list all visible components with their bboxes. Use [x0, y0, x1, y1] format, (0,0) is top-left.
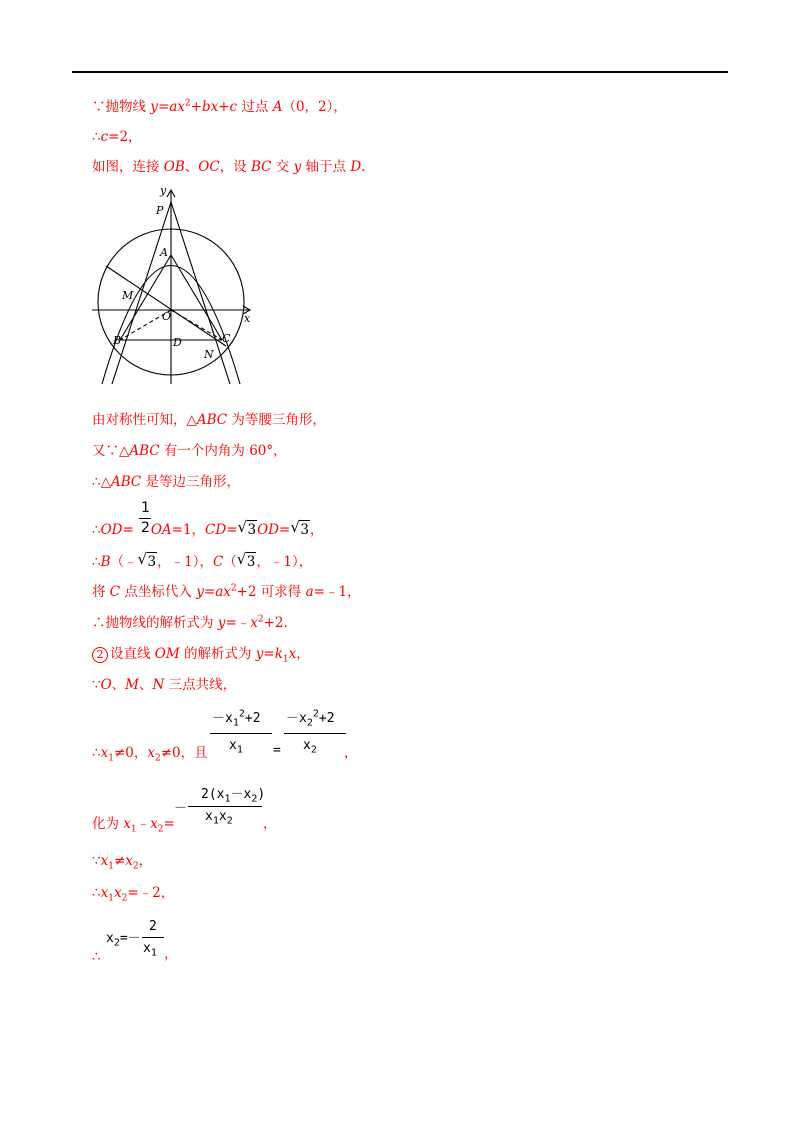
t: 3 — [300, 522, 309, 538]
t: +2 — [244, 711, 261, 726]
t: = — [226, 522, 238, 538]
t: x — [229, 738, 237, 753]
text-line-13 — [92, 744, 208, 762]
t: ， — [309, 522, 324, 538]
eq3-comma: ， — [164, 946, 178, 962]
t: ∴△ — [92, 474, 111, 490]
t: 、 — [111, 677, 126, 693]
t: C — [212, 554, 224, 570]
t: 、 — [139, 677, 153, 693]
t: CD — [205, 522, 227, 538]
t: ∵ — [92, 853, 101, 869]
t: c — [229, 99, 238, 115]
t: x — [150, 816, 158, 832]
t: +2. — [263, 615, 288, 631]
text-line-5 — [92, 442, 287, 460]
t: C — [109, 584, 121, 600]
t: 2 — [306, 717, 313, 729]
t: M — [125, 677, 139, 693]
t: 过点 — [237, 99, 273, 115]
eq1-right-numerator — [286, 708, 335, 729]
t: －x — [230, 787, 252, 802]
text-line-15 — [92, 852, 152, 870]
t: N — [152, 677, 165, 693]
line-pc — [171, 202, 230, 384]
t: x — [303, 738, 311, 753]
t: O — [100, 677, 112, 693]
t: 1 — [212, 815, 219, 827]
t: 又∵△ — [92, 443, 130, 459]
t: ax — [169, 99, 185, 115]
t: 1 — [282, 654, 289, 665]
t: 、 — [184, 159, 199, 175]
fraction-half-numerator: 1 — [141, 500, 150, 516]
t: ∴ — [92, 885, 101, 901]
t: B — [100, 554, 111, 570]
label-a: A — [160, 246, 168, 259]
eq3-lhs — [106, 931, 141, 949]
t: x — [113, 885, 122, 901]
t: y — [255, 646, 264, 662]
t: ∴抛物线的解析式为 — [92, 615, 218, 631]
label-x: x — [244, 312, 251, 325]
text-line-11 — [92, 645, 310, 663]
text-line-3 — [92, 158, 365, 176]
eq1-right-bar — [284, 733, 346, 734]
circled-number: 2 — [92, 647, 108, 663]
t: = — [122, 522, 134, 538]
t: 3 — [246, 554, 256, 570]
t: 2 — [257, 614, 264, 625]
t: （﹣ — [110, 554, 138, 570]
t: ， — [138, 853, 153, 869]
t: 交 — [271, 159, 294, 175]
t: ABC — [129, 443, 160, 459]
t: 2 — [157, 824, 164, 835]
text-line-2 — [92, 128, 142, 146]
t: OA — [150, 522, 172, 538]
text-line-7 — [92, 520, 323, 539]
t: 2 — [184, 98, 191, 109]
text-line-17: ∴ — [92, 949, 101, 965]
t: OC — [198, 159, 220, 175]
t: =－ — [119, 931, 141, 946]
t: ax — [215, 584, 231, 600]
t: =2， — [108, 129, 142, 145]
fraction-half-denominator: 2 — [141, 520, 150, 536]
t: = — [279, 522, 291, 538]
label-n: N — [204, 348, 214, 361]
t: x — [100, 853, 109, 869]
t: a — [305, 584, 314, 600]
eq3-numerator: 2 — [149, 919, 157, 934]
t: 2 — [312, 708, 319, 720]
sqrt — [238, 520, 258, 539]
t: x — [100, 745, 109, 761]
side-ac — [171, 255, 222, 340]
t: 1 — [236, 744, 243, 756]
label-m: M — [122, 289, 134, 302]
t: ，设 — [219, 159, 251, 175]
t: 3 — [147, 554, 157, 570]
t: =1， — [171, 522, 206, 538]
t: （ — [223, 554, 237, 570]
t: 三点共线， — [164, 677, 237, 693]
eq2-numerator — [201, 787, 266, 805]
t: +2 可求得 — [236, 584, 306, 600]
t: y — [196, 584, 204, 600]
text-line-12 — [92, 676, 236, 694]
t: = — [163, 816, 175, 832]
t: 1 — [108, 753, 114, 764]
t: x — [218, 809, 227, 824]
t: x — [100, 885, 109, 901]
label-d: D — [173, 336, 182, 349]
eq3-denominator — [143, 941, 157, 959]
t: 2 — [226, 815, 233, 827]
t: 2 — [113, 937, 120, 949]
t: ，﹣1）， — [256, 554, 313, 570]
t: 2(x — [201, 787, 225, 802]
eq1-left-denominator — [229, 738, 243, 756]
t: ∴ — [92, 129, 101, 145]
t: 1 — [150, 947, 157, 959]
eq1-comma: ， — [344, 745, 358, 761]
fraction-half-bar — [139, 518, 151, 519]
eq1-left-bar — [210, 733, 272, 734]
t: 设直线 — [110, 646, 155, 662]
t: 2 — [121, 893, 128, 904]
t: c — [100, 129, 109, 145]
t: 1 — [130, 824, 137, 835]
t: 2 — [238, 708, 245, 720]
label-p: P — [156, 204, 164, 217]
t: y — [150, 99, 158, 115]
t: +2 — [318, 711, 335, 726]
t: =﹣2， — [127, 885, 175, 901]
t: = — [203, 584, 216, 600]
eq2-denominator — [205, 809, 233, 827]
eq2-minus: － — [174, 801, 188, 816]
t: x — [125, 853, 133, 869]
label-c: C — [222, 332, 231, 345]
t: 1 — [232, 717, 239, 729]
t: 轴于点 — [301, 159, 351, 175]
t: ，﹣1）， — [157, 554, 213, 570]
t: 的解析式为 — [179, 646, 256, 662]
t: 化为 — [92, 816, 124, 832]
text-line-16 — [92, 884, 174, 902]
t: ≠0，且 — [160, 745, 208, 761]
t: 2 — [310, 744, 317, 756]
text-line-1 — [92, 98, 347, 116]
t: = — [263, 646, 275, 662]
t: －x — [212, 711, 233, 726]
sqrt — [237, 552, 257, 571]
t: OD — [100, 522, 123, 538]
t: x — [143, 941, 151, 956]
t: 2 — [132, 861, 139, 872]
t: 如图，连接 — [92, 159, 164, 175]
t: + — [218, 99, 230, 115]
t: OD — [257, 522, 280, 538]
t: x — [288, 646, 297, 662]
header-rule — [72, 71, 728, 73]
line-pb — [112, 202, 171, 384]
sqrt — [290, 520, 310, 539]
t: 3 — [247, 522, 257, 538]
t: ， — [296, 646, 310, 662]
eq3-bar — [142, 937, 164, 938]
t: ABC — [110, 474, 142, 490]
t: + — [190, 99, 202, 115]
t: x — [147, 745, 155, 761]
t: k — [274, 646, 283, 662]
t: 1 — [108, 861, 114, 872]
t: = — [157, 99, 170, 115]
t: OB — [163, 159, 185, 175]
t: －x — [286, 711, 307, 726]
t: 1 — [224, 793, 231, 805]
t: D — [350, 159, 362, 175]
t: ∴ — [92, 522, 101, 538]
t: （0，2）， — [282, 99, 347, 115]
t: ∵抛物线 — [92, 99, 151, 115]
t: 2 — [251, 793, 258, 805]
text-line-8 — [92, 552, 312, 571]
t: 将 — [92, 584, 110, 600]
eq2-comma: ， — [263, 816, 277, 832]
t: y — [293, 159, 302, 175]
eq1-equals: = — [273, 743, 281, 758]
t: OM — [154, 646, 180, 662]
t: 是等边三角形， — [141, 474, 241, 490]
t: ABC — [196, 412, 228, 428]
t: A — [272, 99, 283, 115]
label-b: B — [113, 334, 122, 347]
t: x — [123, 816, 131, 832]
text-line-10 — [92, 614, 288, 632]
t: 点坐标代入 — [120, 584, 197, 600]
t: 2 — [154, 753, 161, 764]
t: x — [205, 809, 213, 824]
sqrt — [138, 552, 158, 571]
t: BC — [251, 159, 272, 175]
text-line-6 — [92, 473, 240, 491]
geometry-figure — [92, 184, 262, 388]
t: =﹣ — [225, 615, 251, 631]
t: ∴ — [92, 554, 101, 570]
t: 由对称性可知，△ — [92, 412, 197, 428]
t: ) — [257, 787, 266, 802]
eq1-left-numerator — [212, 708, 261, 729]
label-y: y — [160, 184, 167, 197]
t: =﹣1， — [313, 584, 361, 600]
t: . — [361, 159, 366, 175]
t: x — [106, 931, 114, 946]
t: y — [217, 615, 226, 631]
t: 有一个内角为 60°， — [159, 443, 287, 459]
text-line-4 — [92, 411, 326, 429]
t: bx — [201, 99, 219, 115]
text-line-14 — [92, 815, 175, 833]
t: ≠ — [113, 853, 126, 869]
t: ∵ — [92, 677, 101, 693]
label-o: O — [162, 310, 172, 323]
eq2-bar — [188, 806, 262, 807]
eq1-right-denominator — [303, 738, 317, 756]
t: ∴ — [92, 745, 101, 761]
t: 2 — [230, 583, 237, 594]
t: 1 — [108, 893, 114, 904]
t: 为等腰三角形， — [227, 412, 326, 428]
t: ≠0， — [113, 745, 148, 761]
text-line-9 — [92, 583, 361, 601]
t: ﹣ — [136, 816, 151, 832]
t: x — [250, 615, 258, 631]
